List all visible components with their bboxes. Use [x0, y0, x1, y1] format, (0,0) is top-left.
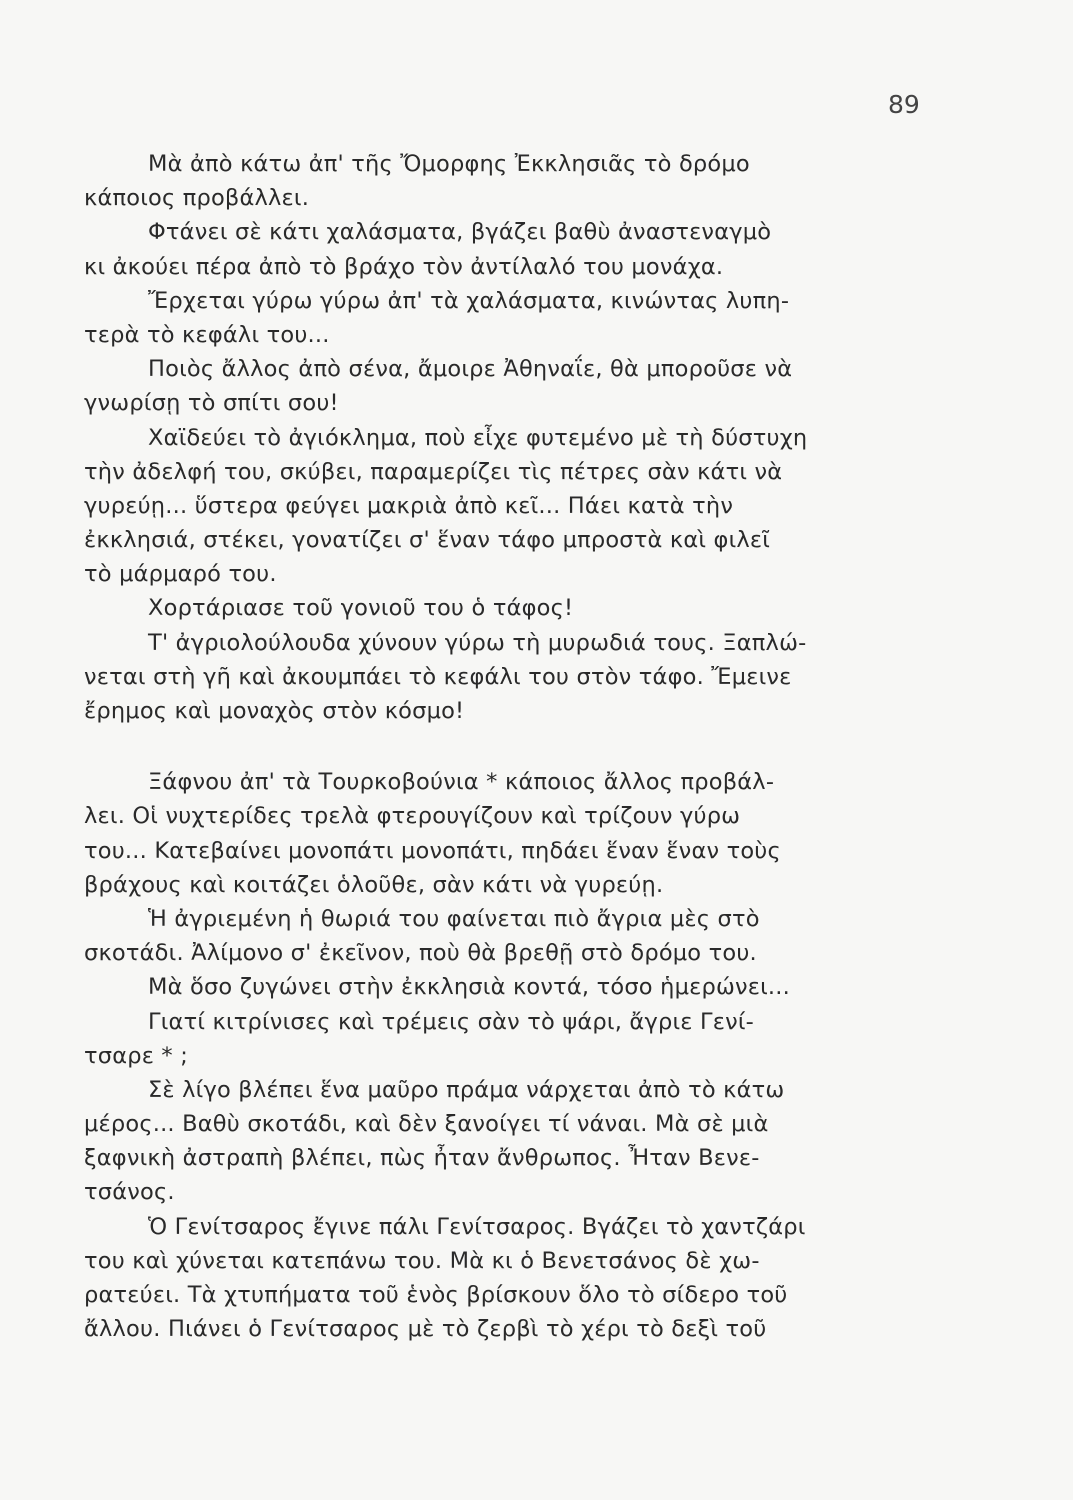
text-line: Ἔρχεται γύρω γύρω ἀπ' τὰ χαλάσματα, κινώντας λυπη- — [148, 287, 790, 314]
text-line: ξαφνικὴ ἀστραπὴ βλέπει, πὼς ἦταν ἄνθρωπος. Ἦταν Βενε- — [84, 1145, 760, 1172]
text-line: Σὲ λίγο βλέπει ἕνα μαῦρο πράμα νάρχεται ἀπὸ τὸ κάτω — [148, 1076, 785, 1103]
section-break — [84, 728, 954, 765]
text-line: ρατεύει. Τὰ χτυπήματα τοῦ ἑνὸς βρίσκουν ὅλο τὸ σίδερο τοῦ — [84, 1282, 788, 1308]
text-line: Φτάνει σὲ κάτι χαλάσματα, βγάζει βαθὺ ἀναστεναγμὸ — [148, 219, 772, 246]
text-line: μέρος... Βαθὺ σκοτάδι, καὶ δὲν ξανοίγει τί νάναι. Μὰ σὲ μιὰ — [84, 1111, 769, 1138]
section-2 — [84, 765, 954, 1346]
text-line: Γιατί κιτρίνισες καὶ τρέμεις σὰν τὸ ψάρι, ἄγριε Γενί- — [148, 1008, 754, 1035]
text-line: σκοτάδι. Ἀλίμονο σ' ἐκεῖνον, ποὺ θὰ βρεθῇ στὸ δρόμο του. — [84, 940, 757, 967]
text-line: νεται στὴ γῆ καὶ ἀκουμπάει τὸ κεφάλι του στὸν τάφο. Ἔμεινε — [84, 663, 792, 690]
text-line: γνωρίσῃ τὸ σπίτι σου! — [84, 390, 339, 417]
text-line: ἄλλου. Πιάνει ὁ Γενίτσαρος μὲ τὸ ζερβὶ τὸ χέρι τὸ δεξὶ τοῦ — [84, 1316, 767, 1343]
text-line: Χορτάριασε τοῦ γονιοῦ του ὁ τάφος! — [148, 595, 574, 622]
text-line: τὸ μάρμαρό του. — [84, 561, 277, 588]
text-line: γυρεύῃ... ὕστερα φεύγει μακριὰ ἀπὸ κεῖ... Πάει κατὰ τὴν — [84, 492, 734, 519]
page-number: 89 — [888, 90, 920, 119]
text-line: λει. Οἱ νυχτερίδες τρελὰ φτερουγίζουν καὶ τρίζουν γύρω — [84, 803, 741, 830]
text-line: Μὰ ἀπὸ κάτω ἀπ' τῆς Ὄμορφης Ἐκκλησιᾶς τὸ δρόμο — [148, 151, 750, 177]
text-line: βράχους καὶ κοιτάζει ὁλοῦθε, σὰν κάτι νὰ γυρεύῃ. — [84, 871, 664, 898]
text-line: Ποιὸς ἄλλος ἀπὸ σένα, ἄμοιρε Ἀθηναΐε, θὰ μποροῦσε νὰ — [148, 356, 793, 383]
text-line: Ὁ Γενίτσαρος ἔγινε πάλι Γενίτσαρος. Βγάζει τὸ χαντζάρι — [148, 1213, 806, 1240]
text-line: Μὰ ὅσο ζυγώνει στὴν ἐκκλησιὰ κοντά, τόσο ἡμερώνει... — [148, 974, 790, 1001]
text-line: Τ' ἀγριολούλουδα χύνουν γύρω τὴ μυρωδιά τους. Ξαπλώ- — [148, 629, 807, 656]
text-line: κάποιος προβάλλει. — [84, 185, 310, 212]
text-line: Χαϊδεύει τὸ ἀγιόκλημα, ποὺ εἶχε φυτεμένο μὲ τὴ δύστυχη — [148, 424, 808, 451]
text-line: του καὶ χύνεται κατεπάνω του. Μὰ κι ὁ Βενετσάνος δὲ χω- — [84, 1247, 760, 1274]
text-line: κι ἀκούει πέρα ἀπὸ τὸ βράχο τὸν ἀντίλαλό του μονάχα. — [84, 253, 724, 280]
section-1 — [84, 147, 954, 728]
text-line: του... Κατεβαίνει μονοπάτι μονοπάτι, πηδάει ἕναν ἕναν τοὺς — [84, 837, 781, 864]
text-line: ἐκκλησιά, στέκει, γονατίζει σ' ἕναν τάφο μπροστὰ καὶ φιλεῖ — [84, 527, 771, 554]
text-line: τσάνος. — [84, 1179, 175, 1206]
text-line: ἔρημος καὶ μοναχὸς στὸν κόσμο! — [84, 698, 465, 724]
body-text — [84, 147, 954, 1346]
text-line: Ἡ ἀγριεμένη ἡ θωριά του φαίνεται πιὸ ἄγρια μὲς στὸ — [148, 905, 760, 932]
text-line: τσαρε * ; — [84, 1042, 189, 1069]
text-line: Ξάφνου ἀπ' τὰ Τουρκοβούνια * κάποιος ἄλλος προβάλ- — [148, 769, 775, 796]
text-line: τερὰ τὸ κεφάλι του... — [84, 321, 330, 348]
text-line: τὴν ἀδελφή του, σκύβει, παραμερίζει τὶς πέτρες σὰν κάτι νὰ — [84, 458, 783, 485]
